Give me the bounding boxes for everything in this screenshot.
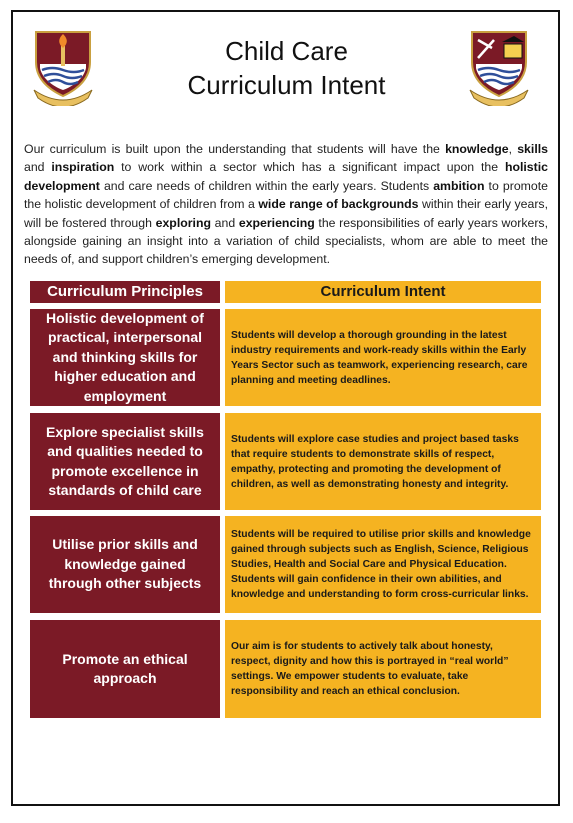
- school-crest-right-icon: [466, 28, 532, 106]
- intent-cell: Our aim is for students to actively talk about honesty, respect, dignity and how this is portrayed in “real world” settings. We empower students to evaluate, take responsibility and reach an ethical conclusion.: [225, 620, 541, 718]
- title-line-2: Curriculum Intent: [187, 70, 386, 100]
- principle-cell: Utilise prior skills and knowledge gained through other subjects: [30, 516, 220, 613]
- intro-text: to work within a sector which has a significant impact upon the: [114, 160, 505, 175]
- intro-emphasis: wide range of backgrounds: [258, 197, 419, 212]
- intent-cell: Students will develop a thorough grounding in the latest industry requirements and work-ready skills within the Early Years Sector such as teamwork, experiencing research, care planning and meeting deadlines.: [225, 309, 541, 406]
- page-title: [140, 34, 433, 102]
- principle-cell: Explore specialist skills and qualities needed to promote excellence in standards of child care: [30, 413, 220, 510]
- header-curriculum-principles: Curriculum Principles: [30, 281, 220, 303]
- intro-text: and: [24, 160, 52, 175]
- intro-emphasis: exploring: [155, 215, 211, 230]
- principle-cell: Promote an ethical approach: [30, 620, 220, 718]
- table-row: [30, 620, 541, 718]
- school-crest-left-icon: [30, 28, 96, 106]
- intro-emphasis: knowledge: [445, 142, 509, 156]
- header-curriculum-intent: Curriculum Intent: [225, 281, 541, 303]
- intent-cell: Students will be required to utilise prior skills and knowledge gained through subjects such as English, Science, Religious Studies, Health and Social Care and Physical Education. Students will gain confidence in their own abilities, and knowledge and understanding to form cross-curricular links.: [225, 516, 541, 613]
- intro-text: to promote the holistic development of children from a: [24, 178, 548, 212]
- intro-emphasis: holistic development: [24, 160, 548, 193]
- intro-emphasis: ambition: [433, 178, 485, 193]
- table-row: [30, 309, 541, 406]
- intro-text: within their early years, will be fostered through: [24, 197, 549, 230]
- title-line-1: Child Care: [225, 36, 348, 66]
- intro-emphasis: inspiration: [51, 160, 115, 175]
- intro-emphasis: skills: [517, 142, 548, 156]
- intent-cell: Students will explore case studies and project based tasks that require students to demonstrate skills of respect, empathy, protecting and promoting the development of children, as well as demonstrating honesty and integrity.: [225, 413, 541, 510]
- intro-text: the responsibilities of early years workers, alongside gaining an insight into a variation of child specialists, whom are able to meet the needs of, and support children’s emerging development.: [24, 215, 548, 267]
- table-row: [30, 516, 541, 613]
- intro-text: ,: [508, 142, 518, 156]
- intro-paragraph: [24, 140, 548, 269]
- intro-text: and: [210, 215, 239, 230]
- intro-emphasis: experiencing: [238, 215, 315, 230]
- intro-text: and care needs of children within the early years. Students: [99, 178, 434, 193]
- intro-text: Our curriculum is built upon the understanding that students will have the: [24, 142, 446, 156]
- principle-cell: Holistic development of practical, interpersonal and thinking skills for higher education and employment: [30, 309, 220, 406]
- table-row: [30, 413, 541, 510]
